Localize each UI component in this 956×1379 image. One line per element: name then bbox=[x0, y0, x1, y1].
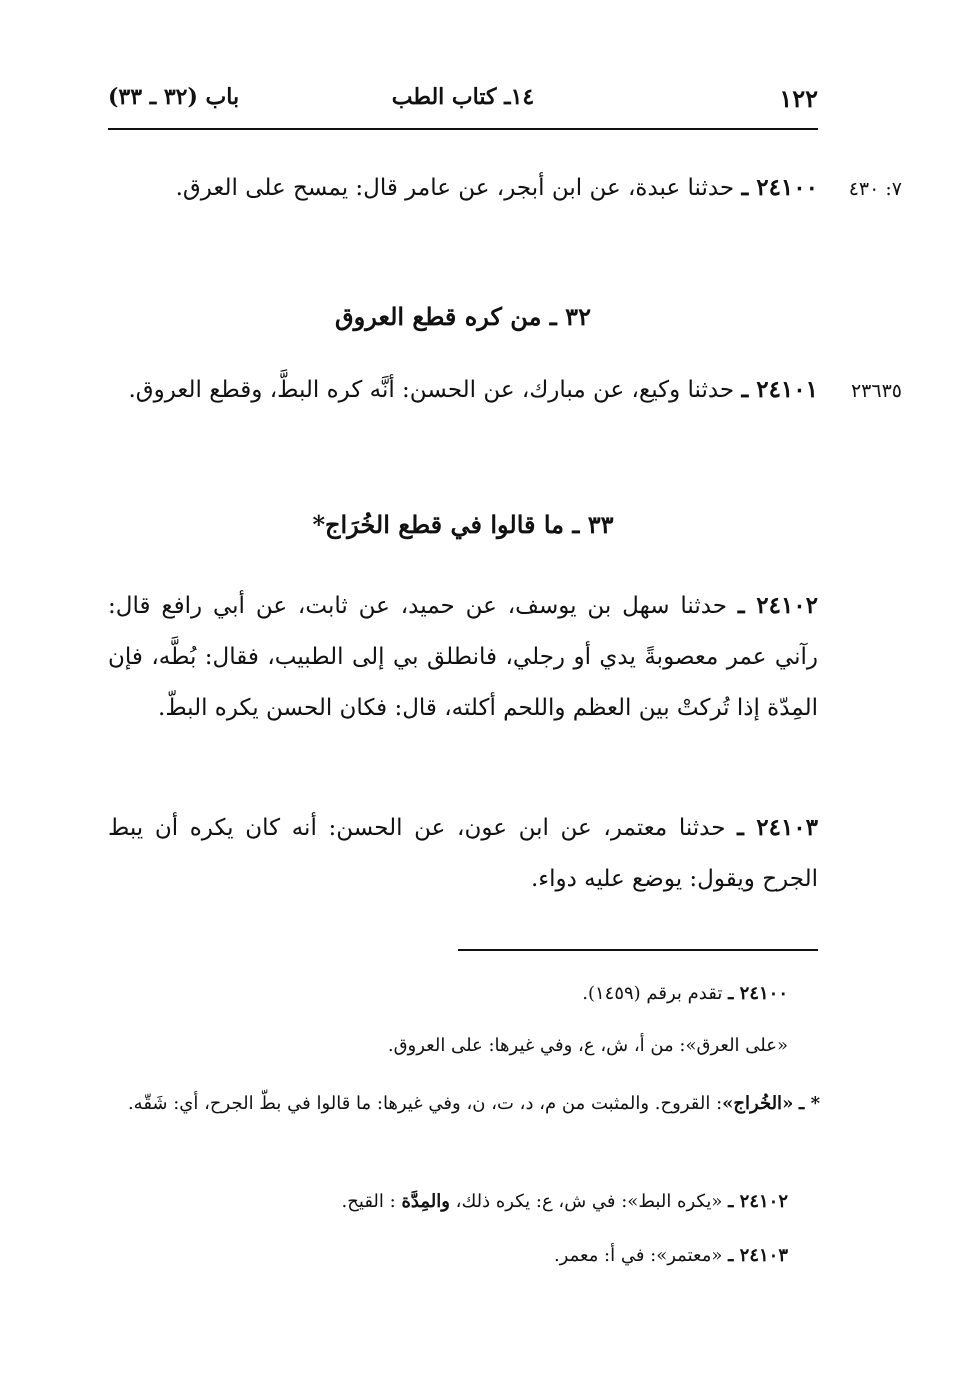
footnote-term: والمِدَّة bbox=[401, 1191, 450, 1212]
entry-number: ٢٤١٠٢ ـ bbox=[737, 592, 819, 619]
entry-text: حدثنا معتمر، عن ابن عون، عن الحسن: أنه كان يكره أن يبط الجرح ويقول: يوضع عليه دواء. bbox=[108, 815, 818, 892]
footnote-star: * ـ bbox=[799, 1093, 820, 1114]
chapter-range: باب (٣٢ ـ ٣٣) bbox=[108, 84, 240, 110]
footnote-kharaj bbox=[108, 1084, 820, 1124]
entry-text: حدثنا سهل بن يوسف، عن حميد، عن ثابت، عن أبي رافع قال: رآني عمر معصوبةً يدي أو رجلي، فانطلق بي إلى الطبيب، فقال: بُطَّه، فإن المِدّة إذا تُركتْ بين العظم واللحم أكلته، قال: فكان الحسن يكره البطّ. bbox=[108, 593, 818, 721]
page-header bbox=[108, 84, 818, 124]
hadith-entry-24101 bbox=[108, 364, 818, 416]
footnote-24100 bbox=[108, 974, 788, 1014]
footnote-term: «الخُراج» bbox=[722, 1093, 794, 1114]
entry-number: ٢٤١٠٠ ـ bbox=[741, 174, 818, 201]
entry-text: حدثنا عبدة، عن ابن أبجر، عن عامر قال: يمسح على العرق. bbox=[175, 175, 735, 201]
footnote-number: ٢٤١٠٣ ـ bbox=[728, 1245, 788, 1266]
entry-number: ٢٤١٠٣ ـ bbox=[737, 814, 819, 841]
footnote-text: «يكره البط»: في ش، ع: يكره ذلك، bbox=[455, 1191, 723, 1212]
margin-reference-1: ٧: ٤٣٠ bbox=[848, 178, 902, 200]
section-title-33: ٣٣ ـ ما قالوا في قطع الخُرَاج* bbox=[312, 510, 614, 539]
margin-reference-2: ٢٣٦٣٥ bbox=[850, 380, 902, 402]
footnote-number: ٢٤١٠٠ ـ bbox=[728, 983, 788, 1004]
footnote-text: «معتمر»: في أ: معمر. bbox=[553, 1245, 723, 1266]
footnote-tail: : القيح. bbox=[341, 1191, 396, 1212]
footnote-number: ٢٤١٠٢ ـ bbox=[728, 1191, 788, 1212]
footnote-variant-reading: «على العرق»: من أ، ش، ع، وفي غيرها: على العروق. bbox=[387, 1035, 788, 1056]
hadith-entry-24102 bbox=[108, 580, 818, 734]
section-title-32: ٣٢ ـ من كره قطع العروق bbox=[335, 302, 591, 331]
footnote-text: : القروح. والمثبت من م، د، ت، ن، وفي غيرها: ما قالوا في بطّ الجرح، أي: شَقّه. bbox=[127, 1093, 723, 1114]
book-title: ١٤ـ كتاب الطب bbox=[391, 84, 535, 110]
entry-number: ٢٤١٠١ ـ bbox=[741, 376, 818, 403]
header-rule bbox=[108, 128, 818, 130]
footnote-text: تقدم برقم (١٤٥٩). bbox=[582, 983, 723, 1004]
footnote-24103 bbox=[108, 1236, 788, 1276]
hadith-entry-24100 bbox=[108, 162, 818, 214]
hadith-entry-24103 bbox=[108, 802, 818, 905]
page-number: ١٢٢ bbox=[779, 84, 818, 113]
footnote-24102 bbox=[108, 1182, 788, 1222]
footnote-rule bbox=[458, 949, 818, 951]
entry-text: حدثنا وكيع، عن مبارك، عن الحسن: أنَّه كره البطَّ، وقطع العروق. bbox=[128, 377, 735, 403]
